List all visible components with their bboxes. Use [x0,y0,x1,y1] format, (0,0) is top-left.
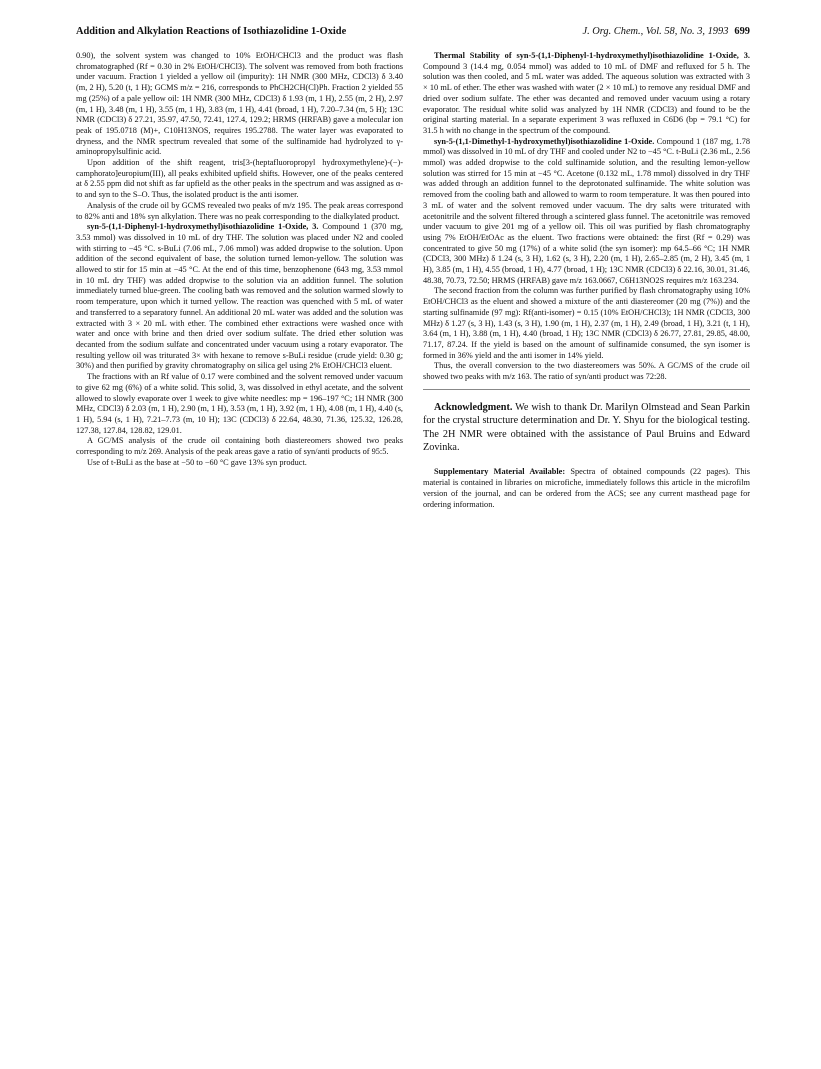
paragraph: Analysis of the crude oil by GCMS revealed two peaks of m/z 195. The peak areas correspond to 82% anti and 18% syn alkylation. There was no peak corresponding to the dialkylated product. [76,200,403,221]
journal-citation [582,26,750,37]
paragraph: Thermal Stability of syn-5-(1,1-Diphenyl-1-hydroxymethyl)isothiazolidine 1-Oxide, 3. Compound 3 (14.4 mg, 0.054 mmol) was added to 10 mL of DMF and refluxed for 5 h. The solution was then cooled, and 5 mL water was added. The aqueous solution was extracted with 3 × 10 mL of ether. The ether was washed with water (2 × 10 mL) to remove any residual DMF and dried over sodium sulfate. The ether was decanted and removed under vacuum using a rotary evaporator. The residual white solid was analyzed by 1H NMR (CDCl3) and found to be the original starting material. In a separate experiment 3 was refluxed in C6D6 (bp = 79.1 °C) for 31.5 h with no change in the spectrum of the compound. [423,51,750,135]
paragraph: Upon addition of the shift reagent, tris[3-(heptafluoropropyl hydroxymethylene)-(−)-camphorato]europium(III), all peaks exhibited upfield shifts. However, one of the peaks centered at δ 2.55 ppm did not shift as far upfield as the other peaks in the spectrum and was assigned as α- to and syn to the S–O. Thus, the isolated product is the anti isomer. [76,158,403,200]
compound-heading: Thermal Stability of syn-5-(1,1-Diphenyl-1-hydroxymethyl)isothiazolidine 1-Oxide, 3. [434,51,750,60]
left-column [76,51,403,468]
paragraph: Use of t-BuLi as the base at −50 to −60 °C gave 13% syn product. [87,457,307,467]
paragraph: 0.90), the solvent system was changed to 10% EtOH/CHCl3 and the product was flash chromatographed (Rf = 0.30 in 2% EtOH/CHCl3). The solvent was removed from both fractions under vacuum. Fraction 1 yielded a yellow oil (impurity): 1H NMR (300 MHz, CDCl3) δ 3.40 (m, 2 H), 5.20 (t, 1 H); GCMS m/z = 216, corresponds to PhCH2CH(Cl)Ph. Fraction 2 yielded 55 mg (25%) of a pale yellow oil: 1H NMR (300 MHz, CDCl3) δ 1.93 (m, 1 H), 2.55 (m, 2 H), 2.97 (m, 1 H), 3.48 (m, 1 H), 3.55 (m, 1 H), 3.83 (m, 1 H), 4.41 (broad, 1 H), 7.20–7.34 (m, 5 H); 13C NMR (CDCl3) δ 27.21, 35.97, 47.50, 72.41, 127.4, 129.2; HRMS (HRFAB) gave a molecular ion peak of 195.0718 (M)+, C10H13NOS, requires 195.2788. The water layer was evaporated to dryness, and the NMR spectrum revealed that some of the sulfinamide had hydrolyzed to γ-aminopropylsulfinic acid. [76,51,403,157]
paragraph: The fractions with an Rf value of 0.17 were combined and the solvent removed under vacuum to give 62 mg (6%) of a white solid. This solid, 3, was dissolved in ethyl acetate, and the solvent allowed to slowly evaporate over 1 week to give white needles: mp = 196–197 °C; 1H NMR (300 MHz, CDCl3) δ 2.03 (m, 1 H), 2.90 (m, 1 H), 3.53 (m, 1 H), 3.92 (m, 1 H), 4.08 (m, 1 H), 4.40 (s, 1 H), 5.94 (s, 1 H), 7.21–7.73 (m, 10 H); 13C (CDCl3) δ 22.64, 48.30, 71.36, 125.32, 126.28, 127.38, 127.84, 128.82, 129.01. [76,372,403,435]
paragraph: Thus, the overall conversion to the two diastereomers was 50%. A GC/MS of the crude oil showed two peaks with m/z 163. The ratio of syn/anti product was 72:28. [423,361,750,382]
journal-name: J. Org. Chem., Vol. 58, No. 3, 1993 [582,26,729,37]
section-divider [423,389,750,390]
supplementary-title: Supplementary Material Available: [434,467,566,477]
acknowledgment: Acknowledgment. We wish to thank Dr. Marilyn Olmstead and Sean Parkin for the crystal structure determination and Dr. Y. Shyu for the biological testing. The 2H NMR were obtained with the assistance of Paul Bruins and Edward Zovinka. [423,401,750,454]
paragraph: The second fraction from the column was further purified by flash chromatography using 10% EtOH/CHCl3 as the eluent and showed a mixture of the anti diastereomer (20 mg (7%)) and the starting sulfinamide (97 mg): Rf(anti-isomer) = 0.15 (10% EtOH/CHCl3); 1H NMR (CDCl3, 300 MHz) δ 1.27 (s, 3 H), 1.43 (s, 3 H), 1.90 (m, 1 H), 2.37 (m, 1 H), 2.49 (broad, 1 H), 3.21 (t, 1 H), 3.64 (m, 1 H), 3.88 (m, 1 H), 4.40 (broad, 1 H); 13C NMR (CDCl3) δ 26.77, 27.81, 29.85, 48.00, 71.17, 87.24. If the yield is based on the amount of sulfinamide consumed, the syn isomer is formed in 36% yield and the anti isomer in 14% yield. [423,286,750,360]
running-title: Addition and Alkylation Reactions of Isothiazolidine 1-Oxide [76,26,347,37]
paragraph: A GC/MS analysis of the crude oil containing both diastereomers showed two peaks corresponding to m/z 269. Analysis of the peak areas gave a ratio of syn/anti products of 95:5. [76,436,403,457]
page-number: 699 [734,26,750,37]
compound-heading: syn-5-(1,1-Diphenyl-1-hydroxymethyl)isothiazolidine 1-Oxide, 3. [87,222,319,232]
supplementary-material: Supplementary Material Available: Spectra of obtained compounds (22 pages). This material is contained in libraries on microfiche, immediately follows this article in the microfilm version of the journal, and can be ordered from the ACS; see any current masthead page for ordering information. [423,467,751,509]
acknowledgment-title: Acknowledgment. [434,401,513,413]
paragraph: syn-5-(1,1-Diphenyl-1-hydroxymethyl)isothiazolidine 1-Oxide, 3. Compound 1 (370 mg, 3.53 mmol) was dissolved in 10 mL of dry THF. The solution was placed under N2 and cooled with stirring to −45 °C. s-BuLi (7.06 mL, 7.06 mmol) was added dropwise to the solution. Upon addition of the second equivalent of base, the solution turned lemon-yellow. The solution was allowed to stir for 15 min at −45 °C. At the end of this time, benzophenone (643 mg, 3.53 mmol in 10 mL dry THF) was added dropwise to the solution via an addition funnel. The solution immediately turned blue-green. The cooling bath was removed and the solution warmed slowly to room temperature, upon which it turned yellow. The reaction was quenched with 5 mL of water and transferred to a separatory funnel. An additional 20 mL water was added and the solution was extracted with 3 × 20 mL with ether. The combined ether extractions were washed once with water and once with brine and then dried over sodium sulfate. The dried ether solution was decanted from the sodium sulfate and concentrated under vacuum using a rotary evaporator. The resulting yellow oil was triturated 3× with hexane to remove s-BuLi residue (crude yield: 0.30 g; 30%) and then purified by gravity chromatography on silica gel using 2% EtOH/CHCl3 eluent. [76,222,403,371]
paragraph: syn-5-(1,1-Dimethyl-1-hydroxymethyl)isothiazolidine 1-Oxide. Compound 1 (187 mg, 1.78 mmol) was dissolved in 10 mL of dry THF and cooled under N2 to −45 °C. t-BuLi (2.36 mL, 2.56 mmol) was added dropwise to the cold sulfinamide solution, and the resulting lemon-yellow solution was stirred for 15 min at −45 °C. Acetone (0.132 mL, 1.78 mmol) dissolved in dry THF was added through an addition funnel to the deprotonated sulfinamide. The white solution was removed from the cooling bath and allowed to warm to room temperature. It was then poured into 3 mL of water and the solvent removed under vacuum. The dry salts were triturated with acetonitrile and the solvent filtered through a scintered glass funnel. The acetonitrile was removed under vacuum to give 201 mg of a yellow oil. This oil was purified by flash chromatography using 7% EtOH/EtOAc as the eluent. Two fractions were obtained: the first (Rf = 0.29) was concentrated to give 50 mg (17%) of a white solid (the syn isomer): mp 64.5–66 °C; 1H NMR (CDCl3, 300 MHz) δ 1.24 (s, 3 H), 1.62 (s, 3 H), 2.20 (m, 1 H), 2.65–2.85 (m, 2 H), 3.45 (m, 1 H), 3.85 (m, 1 H), 4.55 (broad, 1 H), 4.77 (broad, 1 H); 13C NMR (CDCl3) δ 22.16, 30.01, 31.46, 48.38, 70.73, 72.50; HRMS (HRFAB) gave m/z 163.0667, C6H13NO2S requires m/z 163.234. [423,136,750,285]
compound-heading: syn-5-(1,1-Dimethyl-1-hydroxymethyl)isothiazolidine 1-Oxide. [434,136,655,146]
running-header [76,26,750,42]
right-column [423,51,750,510]
